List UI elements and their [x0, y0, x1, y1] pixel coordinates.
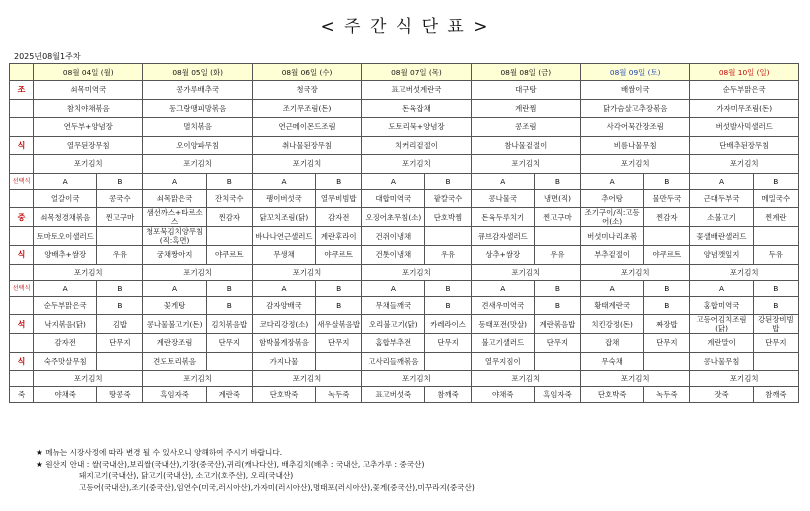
menu-cell: 계란찜: [471, 99, 580, 118]
menu-cell: 콩나물무침: [690, 352, 753, 371]
porridge-cell: 흑임자죽: [143, 387, 206, 403]
menu-cell: 청국장: [252, 81, 361, 100]
choice-a: A: [581, 280, 644, 296]
menu-cell: 도토리묵+양념장: [362, 118, 471, 137]
choice-a: A: [143, 280, 206, 296]
menu-cell: 감자전: [34, 334, 97, 353]
menu-cell: 함박불게장볶음: [252, 334, 315, 353]
choice-b: B: [206, 280, 252, 296]
menu-cell: 상추+쌈장: [471, 246, 534, 265]
porridge-cell: 야채죽: [34, 387, 97, 403]
table-row: [10, 315, 799, 334]
choice-b: B: [425, 280, 471, 296]
section-label: 식: [10, 246, 34, 265]
menu-cell: 얼갈이국: [34, 189, 97, 208]
menu-cell: 배쌈이국: [581, 81, 690, 100]
choice-b: B: [753, 280, 798, 296]
section-label: 식: [10, 352, 34, 371]
menu-cell: 콩국수: [97, 189, 143, 208]
menu-cell: 건톳이냉채: [362, 246, 425, 265]
menu-cell: 돈육잡채: [362, 99, 471, 118]
menu-cell: 포기김치: [34, 264, 143, 280]
menu-cell: 추어탕: [581, 189, 644, 208]
menu-cell: 야쿠르트: [316, 246, 362, 265]
menu-cell: 양배추+쌈장: [34, 246, 97, 265]
menu-cell: 잔치국수: [206, 189, 252, 208]
day-header: 08월 06일 (수): [252, 64, 361, 81]
menu-cell: 궁채짱아지: [143, 246, 206, 265]
menu-cell: 버섯미나리초볶: [581, 227, 644, 246]
menu-cell: 버섯발사믹샐러드: [690, 118, 799, 137]
menu-cell: 팽이버섯국: [252, 189, 315, 208]
menu-cell: 포기김치: [581, 371, 690, 387]
menu-cell: 홈합부추전: [362, 334, 425, 353]
menu-cell: 콩나물국: [471, 189, 534, 208]
menu-cell: 낙지볶음(닭): [34, 315, 97, 334]
day-header: 08월 04일 (월): [34, 64, 143, 81]
menu-cell: 오이양파무침: [143, 136, 252, 155]
section-label: 죽: [10, 387, 34, 403]
menu-cell: 닭꼬치조림(닭): [252, 208, 315, 227]
choice-a: A: [252, 280, 315, 296]
menu-cell: 대합미역국: [362, 189, 425, 208]
section-label: 조: [10, 81, 34, 100]
menu-cell: 단무지: [644, 334, 690, 353]
day-header: 08월 09일 (토): [581, 64, 690, 81]
menu-cell: 포기김치: [252, 264, 361, 280]
menu-cell: [534, 352, 580, 371]
menu-cell: B: [644, 296, 690, 315]
menu-cell: 우유: [534, 246, 580, 265]
table-row: [10, 264, 799, 280]
table-row: [10, 227, 799, 246]
choice-a: A: [690, 280, 753, 296]
menu-cell: 치커리겉절이: [362, 136, 471, 155]
section-label: [10, 118, 34, 137]
menu-cell: 계란후라이: [316, 227, 362, 246]
table-row: [10, 81, 799, 100]
menu-cell: 콩나물불고기(돈): [143, 315, 206, 334]
menu-cell: B: [534, 296, 580, 315]
menu-cell: 감자양배국: [252, 296, 315, 315]
menu-cell: 포기김치: [690, 155, 799, 174]
menu-cell: 숙주맛살무침: [34, 352, 97, 371]
menu-cell: 참나물겉절이: [471, 136, 580, 155]
menu-cell: 샘선까스+타르소스: [143, 208, 206, 227]
choice-b: B: [644, 280, 690, 296]
table-row: [10, 246, 799, 265]
table-row: [10, 136, 799, 155]
menu-cell: 가지나물: [252, 352, 315, 371]
menu-cell: 콩조림: [471, 118, 580, 137]
menu-cell: 계란말이: [690, 334, 753, 353]
menu-cell: 대구탕: [471, 81, 580, 100]
choice-b: B: [534, 173, 580, 189]
menu-cell: 찐고구마: [534, 208, 580, 227]
menu-cell: [97, 352, 143, 371]
corner-cell: [10, 64, 34, 81]
table-row: [10, 371, 799, 387]
menu-cell: [644, 352, 690, 371]
menu-cell: 고등어김치조림(닭): [690, 315, 753, 334]
choice-b: B: [316, 280, 362, 296]
choice-b: B: [644, 173, 690, 189]
menu-cell: 단무지: [753, 334, 798, 353]
choice-b: B: [425, 173, 471, 189]
menu-cell: 포기김치: [471, 371, 580, 387]
menu-cell: 열무지짐이: [471, 352, 534, 371]
choice-a: A: [362, 280, 425, 296]
menu-cell: 쇠목청경채볶음: [34, 208, 97, 227]
menu-cell: 콩가루배추국: [143, 81, 252, 100]
choice-a: A: [581, 173, 644, 189]
menu-cell: 잡채: [581, 334, 644, 353]
menu-cell: [425, 227, 471, 246]
menu-cell: 야쿠르트: [644, 246, 690, 265]
menu-cell: 순두부맑은국: [34, 296, 97, 315]
menu-cell: 냉면(직): [534, 189, 580, 208]
menu-cell: 열무비빔밥: [316, 189, 362, 208]
note-line: ★ 원산지 안내 : 쌀(국내산),보리쌀(국내산),기장(중국산),귀리(캐나다산), 배추김치(배추 : 국내산, 고추가루 : 중국산): [36, 459, 425, 469]
menu-cell: 포기김치: [252, 155, 361, 174]
menu-cell: 계란장조림: [143, 334, 206, 353]
menu-cell: B: [753, 296, 798, 315]
menu-cell: 새우살볶음밥: [316, 315, 362, 334]
menu-cell: 단무지: [206, 334, 252, 353]
porridge-cell: 잣죽: [690, 387, 753, 403]
day-header: 08월 05일 (화): [143, 64, 252, 81]
table-row: [10, 118, 799, 137]
menu-cell: 포기김치: [362, 155, 471, 174]
menu-cell: 포기김치: [471, 264, 580, 280]
menu-cell: 찐계란: [753, 208, 798, 227]
menu-cell: 오징어초무침(소): [362, 208, 425, 227]
menu-cell: 찐감자: [644, 208, 690, 227]
menu-cell: 큐브감자샐러드: [471, 227, 534, 246]
menu-cell: 연두부+양념장: [34, 118, 143, 137]
choice-a: A: [143, 173, 206, 189]
table-row: [10, 334, 799, 353]
menu-cell: 우유: [97, 246, 143, 265]
day-header: 08월 07일 (목): [362, 64, 471, 81]
section-label: 선택식: [10, 173, 34, 189]
porridge-cell: 녹두죽: [644, 387, 690, 403]
menu-cell: 포기김치: [143, 371, 252, 387]
menu-cell: 김치볶음밥: [206, 315, 252, 334]
menu-cell: 코다리강정(소): [252, 315, 315, 334]
menu-cell: 동태포전(맛살): [471, 315, 534, 334]
menu-cell: 무숙채: [581, 352, 644, 371]
menu-table: [9, 63, 799, 403]
menu-cell: 동그랑땡피망볶음: [143, 99, 252, 118]
page-title: < 주 간 식 단 표 >: [320, 17, 490, 37]
porridge-cell: 흑임자죽: [534, 387, 580, 403]
menu-cell: 야쿠르트: [206, 246, 252, 265]
menu-cell: [534, 227, 580, 246]
menu-cell: 무생채: [252, 246, 315, 265]
menu-cell: 팥칼국수: [425, 189, 471, 208]
porridge-cell: 참깨죽: [425, 387, 471, 403]
section-label: [10, 227, 34, 246]
menu-cell: 비름나물무침: [581, 136, 690, 155]
porridge-cell: 표고버섯죽: [362, 387, 425, 403]
menu-cell: 포기김치: [362, 371, 471, 387]
menu-cell: 쇠목맑은국: [143, 189, 206, 208]
section-label: [10, 155, 34, 174]
section-label: [10, 189, 34, 208]
section-label: 중: [10, 208, 34, 227]
porridge-cell: 계란죽: [206, 387, 252, 403]
table-row: [10, 280, 799, 296]
choice-b: B: [97, 280, 143, 296]
menu-cell: B: [316, 296, 362, 315]
choice-a: A: [362, 173, 425, 189]
menu-cell: 포기김치: [362, 264, 471, 280]
menu-cell: 짜장밥: [644, 315, 690, 334]
menu-cell: 꽃게탕: [143, 296, 206, 315]
choice-b: B: [316, 173, 362, 189]
menu-cell: [97, 227, 143, 246]
menu-cell: 불고기샐러드: [471, 334, 534, 353]
section-label: [10, 371, 34, 387]
menu-cell: 단배추된장무침: [690, 136, 799, 155]
section-label: [10, 264, 34, 280]
section-label: [10, 99, 34, 118]
section-label: 석: [10, 315, 34, 334]
menu-cell: 돈육두루치기: [471, 208, 534, 227]
porridge-cell: 땅콩죽: [97, 387, 143, 403]
section-label: [10, 334, 34, 353]
menu-cell: 포기김치: [690, 371, 799, 387]
choice-a: A: [471, 280, 534, 296]
menu-cell: 포기김치: [690, 264, 799, 280]
menu-cell: [425, 352, 471, 371]
menu-cell: 양념깻잎지: [690, 246, 753, 265]
menu-cell: 포기김치: [143, 155, 252, 174]
table-row: [10, 352, 799, 371]
menu-cell: 멸치볶음: [143, 118, 252, 137]
menu-cell: 포기김치: [34, 155, 143, 174]
menu-cell: 열무된장무침: [34, 136, 143, 155]
day-header: 08월 08일 (금): [471, 64, 580, 81]
menu-cell: 우유: [425, 246, 471, 265]
menu-cell: B: [425, 296, 471, 315]
choice-b: B: [97, 173, 143, 189]
week-label: 2025년08월1주차: [14, 52, 81, 61]
menu-cell: 고사리들깨볶음: [362, 352, 425, 371]
menu-cell: 건쥐이냉채: [362, 227, 425, 246]
menu-cell: 강된장비빔밥: [753, 315, 798, 334]
menu-cell: 조기구이/직:고등어(소): [581, 208, 644, 227]
menu-cell: 김밥: [97, 315, 143, 334]
menu-cell: 포기김치: [581, 155, 690, 174]
choice-a: A: [34, 173, 97, 189]
choice-a: A: [690, 173, 753, 189]
porridge-cell: 단호박죽: [252, 387, 315, 403]
menu-cell: 찐고구마: [97, 208, 143, 227]
choice-b: B: [206, 173, 252, 189]
menu-cell: [316, 352, 362, 371]
menu-cell: 꽃샐배란샐러드: [690, 227, 753, 246]
menu-cell: 계란볶음밥: [534, 315, 580, 334]
menu-cell: 가자미무조림(돈): [690, 99, 799, 118]
porridge-cell: 단호박죽: [581, 387, 644, 403]
menu-cell: 취나물된장무침: [252, 136, 361, 155]
table-row: [10, 155, 799, 174]
menu-cell: 치킨강정(돈): [581, 315, 644, 334]
menu-cell: 바나나연근샐러드: [252, 227, 315, 246]
menu-cell: 단무지: [534, 334, 580, 353]
menu-cell: 견도토리볶음: [143, 352, 206, 371]
menu-cell: 조기무조림(돈): [252, 99, 361, 118]
menu-cell: 닭가슴살고추장볶음: [581, 99, 690, 118]
menu-cell: [753, 227, 798, 246]
notes: [36, 447, 475, 493]
section-label: [10, 296, 34, 315]
menu-cell: 참치야채볶음: [34, 99, 143, 118]
note-line: 고등어(국내산),조기(중국산),임연수(미국,러시아산),가자미(러시아산),명태포(러시아산),꽃게(중국산),미꾸라지(중국산): [79, 482, 475, 492]
menu-cell: 포기김치: [34, 371, 143, 387]
menu-cell: 포기김치: [252, 371, 361, 387]
menu-cell: 사각어묵간장조림: [581, 118, 690, 137]
choice-a: A: [34, 280, 97, 296]
menu-cell: 오리불고기(닭): [362, 315, 425, 334]
table-row: [10, 296, 799, 315]
menu-cell: 단호박찜: [425, 208, 471, 227]
table-row: [10, 189, 799, 208]
menu-cell: B: [97, 296, 143, 315]
menu-cell: 청포묵김치양무침(직:흑면): [143, 227, 206, 246]
menu-cell: [753, 352, 798, 371]
section-label: 식: [10, 136, 34, 155]
menu-cell: 포기김치: [471, 155, 580, 174]
menu-cell: 포기김치: [581, 264, 690, 280]
menu-cell: 찐감자: [206, 208, 252, 227]
choice-b: B: [534, 280, 580, 296]
menu-cell: 메밀국수: [753, 189, 798, 208]
porridge-cell: 야채죽: [471, 387, 534, 403]
menu-cell: 포기김치: [143, 264, 252, 280]
section-label: 선택식: [10, 280, 34, 296]
table-row: [10, 208, 799, 227]
menu-cell: 무채들깨국: [362, 296, 425, 315]
menu-cell: 부추겉절이: [581, 246, 644, 265]
menu-cell: 카레라이스: [425, 315, 471, 334]
note-line: 돼지고기(국내산), 닭고기(국내산), 소고기(호주산), 오리(국내산): [79, 471, 294, 480]
table-row: [10, 64, 799, 81]
menu-cell: 쇠목미역국: [34, 81, 143, 100]
porridge-cell: 참깨죽: [753, 387, 798, 403]
choice-a: A: [471, 173, 534, 189]
menu-cell: 토마토오이샐러드: [34, 227, 97, 246]
menu-cell: 순두부맑은국: [690, 81, 799, 100]
menu-cell: [644, 227, 690, 246]
menu-cell: 견새우미역국: [471, 296, 534, 315]
porridge-cell: 녹두죽: [316, 387, 362, 403]
menu-cell: 홍합미역국: [690, 296, 753, 315]
menu-cell: [206, 352, 252, 371]
menu-cell: 단무지: [97, 334, 143, 353]
note-line: ★ 메뉴는 시장사정에 따라 변경 될 수 있사오니 양해하여 주시기 바랍니다.: [36, 448, 283, 457]
menu-cell: 단무지: [316, 334, 362, 353]
menu-cell: 물만두국: [644, 189, 690, 208]
table-row: [10, 99, 799, 118]
menu-cell: 연근메이몬드조림: [252, 118, 361, 137]
menu-cell: 두유: [753, 246, 798, 265]
menu-cell: 표고버섯계란국: [362, 81, 471, 100]
table-row: [10, 173, 799, 189]
menu-cell: 단무지: [425, 334, 471, 353]
table-row: [10, 387, 799, 403]
menu-cell: 감자전: [316, 208, 362, 227]
choice-b: B: [753, 173, 798, 189]
menu-cell: 소불고기: [690, 208, 753, 227]
choice-a: A: [252, 173, 315, 189]
day-header: 08월 10일 (일): [690, 64, 799, 81]
menu-cell: 황태계란국: [581, 296, 644, 315]
menu-cell: 근대두부국: [690, 189, 753, 208]
menu-cell: B: [206, 296, 252, 315]
menu-cell: [206, 227, 252, 246]
